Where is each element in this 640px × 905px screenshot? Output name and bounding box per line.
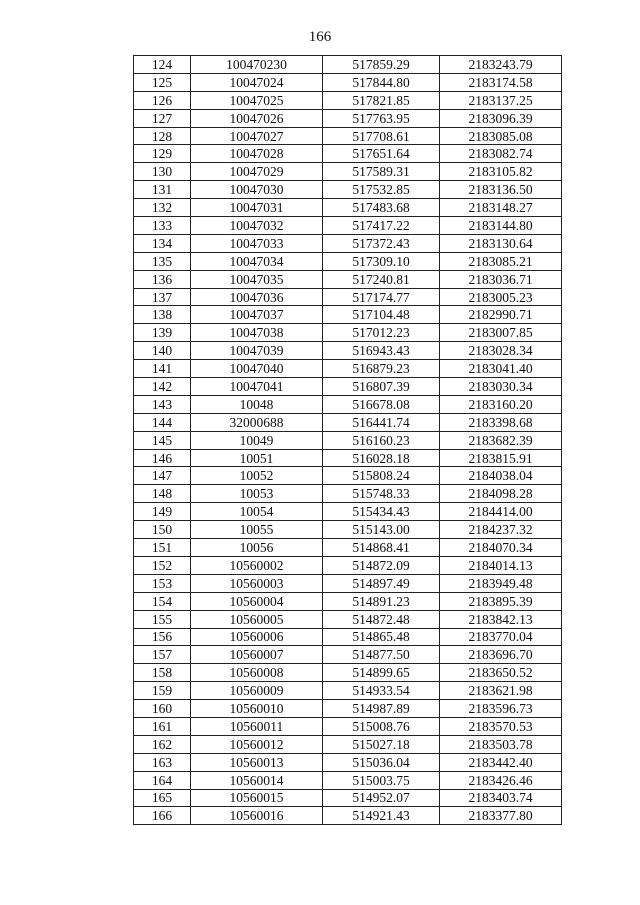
point-id-cell: 10047039 xyxy=(191,342,323,360)
point-id-cell: 10560010 xyxy=(191,700,323,718)
table-row xyxy=(134,163,562,181)
point-number-cell: 137 xyxy=(134,288,191,306)
point-id-cell: 32000688 xyxy=(191,413,323,431)
y-coordinate-cell: 2183895.39 xyxy=(440,592,562,610)
point-id-cell: 10047031 xyxy=(191,199,323,217)
table-row xyxy=(134,664,562,682)
y-coordinate-cell: 2183696.70 xyxy=(440,646,562,664)
point-number-cell: 155 xyxy=(134,610,191,628)
x-coordinate-cell: 514933.54 xyxy=(323,682,440,700)
point-number-cell: 140 xyxy=(134,342,191,360)
point-number-cell: 141 xyxy=(134,360,191,378)
point-number-cell: 124 xyxy=(134,56,191,74)
x-coordinate-cell: 516879.23 xyxy=(323,360,440,378)
y-coordinate-cell: 2183130.64 xyxy=(440,234,562,252)
point-number-cell: 161 xyxy=(134,717,191,735)
y-coordinate-cell: 2183007.85 xyxy=(440,324,562,342)
y-coordinate-cell: 2184038.04 xyxy=(440,467,562,485)
point-number-cell: 150 xyxy=(134,521,191,539)
x-coordinate-cell: 514891.23 xyxy=(323,592,440,610)
point-id-cell: 10047033 xyxy=(191,234,323,252)
point-number-cell: 134 xyxy=(134,234,191,252)
x-coordinate-cell: 517012.23 xyxy=(323,324,440,342)
y-coordinate-cell: 2183570.53 xyxy=(440,717,562,735)
table-row xyxy=(134,646,562,664)
x-coordinate-cell: 514952.07 xyxy=(323,789,440,807)
y-coordinate-cell: 2183137.25 xyxy=(440,91,562,109)
point-number-cell: 157 xyxy=(134,646,191,664)
point-number-cell: 133 xyxy=(134,217,191,235)
x-coordinate-cell: 517651.64 xyxy=(323,145,440,163)
table-row xyxy=(134,628,562,646)
x-coordinate-cell: 516943.43 xyxy=(323,342,440,360)
point-number-cell: 136 xyxy=(134,270,191,288)
y-coordinate-cell: 2183174.58 xyxy=(440,73,562,91)
x-coordinate-cell: 516028.18 xyxy=(323,449,440,467)
x-coordinate-cell: 517417.22 xyxy=(323,217,440,235)
y-coordinate-cell: 2184070.34 xyxy=(440,539,562,557)
point-id-cell: 10047026 xyxy=(191,109,323,127)
table-row xyxy=(134,449,562,467)
point-number-cell: 142 xyxy=(134,378,191,396)
table-row xyxy=(134,700,562,718)
y-coordinate-cell: 2183036.71 xyxy=(440,270,562,288)
x-coordinate-cell: 514872.48 xyxy=(323,610,440,628)
x-coordinate-cell: 516807.39 xyxy=(323,378,440,396)
table-row xyxy=(134,717,562,735)
point-number-cell: 128 xyxy=(134,127,191,145)
y-coordinate-cell: 2183028.34 xyxy=(440,342,562,360)
x-coordinate-cell: 517859.29 xyxy=(323,56,440,74)
point-id-cell: 10560013 xyxy=(191,753,323,771)
x-coordinate-cell: 514872.09 xyxy=(323,556,440,574)
point-id-cell: 10560016 xyxy=(191,807,323,825)
point-number-cell: 139 xyxy=(134,324,191,342)
x-coordinate-cell: 517763.95 xyxy=(323,109,440,127)
table-row xyxy=(134,252,562,270)
table-row xyxy=(134,217,562,235)
x-coordinate-cell: 517174.77 xyxy=(323,288,440,306)
y-coordinate-cell: 2183596.73 xyxy=(440,700,562,718)
y-coordinate-cell: 2183770.04 xyxy=(440,628,562,646)
point-id-cell: 10051 xyxy=(191,449,323,467)
y-coordinate-cell: 2183815.91 xyxy=(440,449,562,467)
point-number-cell: 162 xyxy=(134,735,191,753)
x-coordinate-cell: 516678.08 xyxy=(323,395,440,413)
table-row xyxy=(134,807,562,825)
y-coordinate-cell: 2183949.48 xyxy=(440,574,562,592)
x-coordinate-cell: 517309.10 xyxy=(323,252,440,270)
point-id-cell: 10047036 xyxy=(191,288,323,306)
table-row xyxy=(134,539,562,557)
point-number-cell: 138 xyxy=(134,306,191,324)
point-number-cell: 148 xyxy=(134,485,191,503)
x-coordinate-cell: 514897.49 xyxy=(323,574,440,592)
y-coordinate-cell: 2183030.34 xyxy=(440,378,562,396)
page-number: 166 xyxy=(308,29,332,45)
point-number-cell: 160 xyxy=(134,700,191,718)
point-id-cell: 10560014 xyxy=(191,771,323,789)
table-row xyxy=(134,360,562,378)
table-row xyxy=(134,735,562,753)
x-coordinate-cell: 517844.80 xyxy=(323,73,440,91)
x-coordinate-cell: 515036.04 xyxy=(323,753,440,771)
point-number-cell: 156 xyxy=(134,628,191,646)
point-number-cell: 165 xyxy=(134,789,191,807)
table-row xyxy=(134,556,562,574)
table-row xyxy=(134,91,562,109)
y-coordinate-cell: 2183085.21 xyxy=(440,252,562,270)
point-number-cell: 147 xyxy=(134,467,191,485)
point-id-cell: 10047034 xyxy=(191,252,323,270)
table-row xyxy=(134,431,562,449)
table-row xyxy=(134,467,562,485)
y-coordinate-cell: 2184237.32 xyxy=(440,521,562,539)
table-row xyxy=(134,771,562,789)
table-row xyxy=(134,610,562,628)
point-number-cell: 129 xyxy=(134,145,191,163)
point-id-cell: 10049 xyxy=(191,431,323,449)
table-row xyxy=(134,145,562,163)
point-id-cell: 10560007 xyxy=(191,646,323,664)
y-coordinate-cell: 2183096.39 xyxy=(440,109,562,127)
point-number-cell: 151 xyxy=(134,539,191,557)
x-coordinate-cell: 514877.50 xyxy=(323,646,440,664)
point-id-cell: 10054 xyxy=(191,503,323,521)
point-id-cell: 10047027 xyxy=(191,127,323,145)
x-coordinate-cell: 516441.74 xyxy=(323,413,440,431)
y-coordinate-cell: 2183144.80 xyxy=(440,217,562,235)
point-id-cell: 10047041 xyxy=(191,378,323,396)
x-coordinate-cell: 515748.33 xyxy=(323,485,440,503)
table-row xyxy=(134,73,562,91)
point-number-cell: 135 xyxy=(134,252,191,270)
y-coordinate-cell: 2183243.79 xyxy=(440,56,562,74)
y-coordinate-cell: 2183682.39 xyxy=(440,431,562,449)
y-coordinate-cell: 2183082.74 xyxy=(440,145,562,163)
table-row xyxy=(134,181,562,199)
point-number-cell: 130 xyxy=(134,163,191,181)
y-coordinate-cell: 2183160.20 xyxy=(440,395,562,413)
point-id-cell: 10052 xyxy=(191,467,323,485)
table-row xyxy=(134,234,562,252)
point-number-cell: 132 xyxy=(134,199,191,217)
point-id-cell: 10056 xyxy=(191,539,323,557)
table-row xyxy=(134,324,562,342)
point-id-cell: 10560005 xyxy=(191,610,323,628)
table-row xyxy=(134,342,562,360)
table-row xyxy=(134,199,562,217)
y-coordinate-cell: 2183041.40 xyxy=(440,360,562,378)
table-row xyxy=(134,789,562,807)
x-coordinate-cell: 514865.48 xyxy=(323,628,440,646)
point-number-cell: 154 xyxy=(134,592,191,610)
point-id-cell: 10047037 xyxy=(191,306,323,324)
y-coordinate-cell: 2183105.82 xyxy=(440,163,562,181)
point-id-cell: 10047024 xyxy=(191,73,323,91)
point-number-cell: 145 xyxy=(134,431,191,449)
y-coordinate-cell: 2183503.78 xyxy=(440,735,562,753)
x-coordinate-cell: 517532.85 xyxy=(323,181,440,199)
table-row xyxy=(134,413,562,431)
point-number-cell: 144 xyxy=(134,413,191,431)
point-id-cell: 10047028 xyxy=(191,145,323,163)
table-row xyxy=(134,395,562,413)
x-coordinate-cell: 514987.89 xyxy=(323,700,440,718)
y-coordinate-cell: 2183426.46 xyxy=(440,771,562,789)
point-id-cell: 10048 xyxy=(191,395,323,413)
table-row xyxy=(134,378,562,396)
table-row xyxy=(134,574,562,592)
point-id-cell: 10047025 xyxy=(191,91,323,109)
point-id-cell: 10560003 xyxy=(191,574,323,592)
x-coordinate-cell: 517821.85 xyxy=(323,91,440,109)
table-row xyxy=(134,56,562,74)
point-number-cell: 158 xyxy=(134,664,191,682)
point-number-cell: 127 xyxy=(134,109,191,127)
x-coordinate-cell: 515143.00 xyxy=(323,521,440,539)
table-body xyxy=(134,56,562,825)
x-coordinate-cell: 514921.43 xyxy=(323,807,440,825)
point-id-cell: 10047038 xyxy=(191,324,323,342)
point-id-cell: 10047032 xyxy=(191,217,323,235)
table-row xyxy=(134,127,562,145)
y-coordinate-cell: 2183621.98 xyxy=(440,682,562,700)
x-coordinate-cell: 515003.75 xyxy=(323,771,440,789)
point-id-cell: 100470230 xyxy=(191,56,323,74)
table-row xyxy=(134,521,562,539)
point-number-cell: 149 xyxy=(134,503,191,521)
point-id-cell: 10560002 xyxy=(191,556,323,574)
point-id-cell: 10047035 xyxy=(191,270,323,288)
y-coordinate-cell: 2183148.27 xyxy=(440,199,562,217)
table-row xyxy=(134,592,562,610)
point-number-cell: 146 xyxy=(134,449,191,467)
y-coordinate-cell: 2183442.40 xyxy=(440,753,562,771)
point-id-cell: 10053 xyxy=(191,485,323,503)
y-coordinate-cell: 2183842.13 xyxy=(440,610,562,628)
y-coordinate-cell: 2183085.08 xyxy=(440,127,562,145)
point-number-cell: 166 xyxy=(134,807,191,825)
x-coordinate-cell: 515008.76 xyxy=(323,717,440,735)
table-row xyxy=(134,288,562,306)
y-coordinate-cell: 2183005.23 xyxy=(440,288,562,306)
point-number-cell: 153 xyxy=(134,574,191,592)
x-coordinate-cell: 517708.61 xyxy=(323,127,440,145)
point-number-cell: 126 xyxy=(134,91,191,109)
point-id-cell: 10560009 xyxy=(191,682,323,700)
point-id-cell: 10560006 xyxy=(191,628,323,646)
table-row xyxy=(134,485,562,503)
table-row xyxy=(134,682,562,700)
x-coordinate-cell: 517483.68 xyxy=(323,199,440,217)
x-coordinate-cell: 517372.43 xyxy=(323,234,440,252)
point-number-cell: 143 xyxy=(134,395,191,413)
x-coordinate-cell: 517240.81 xyxy=(323,270,440,288)
x-coordinate-cell: 515434.43 xyxy=(323,503,440,521)
point-number-cell: 152 xyxy=(134,556,191,574)
y-coordinate-cell: 2184414.00 xyxy=(440,503,562,521)
point-id-cell: 10047029 xyxy=(191,163,323,181)
point-number-cell: 163 xyxy=(134,753,191,771)
y-coordinate-cell: 2184098.28 xyxy=(440,485,562,503)
y-coordinate-cell: 2183398.68 xyxy=(440,413,562,431)
point-id-cell: 10560011 xyxy=(191,717,323,735)
table-row xyxy=(134,753,562,771)
point-number-cell: 125 xyxy=(134,73,191,91)
table-row xyxy=(134,270,562,288)
x-coordinate-cell: 514899.65 xyxy=(323,664,440,682)
point-id-cell: 10560015 xyxy=(191,789,323,807)
point-id-cell: 10560004 xyxy=(191,592,323,610)
x-coordinate-cell: 517104.48 xyxy=(323,306,440,324)
y-coordinate-cell: 2183403.74 xyxy=(440,789,562,807)
point-id-cell: 10047040 xyxy=(191,360,323,378)
x-coordinate-cell: 514868.41 xyxy=(323,539,440,557)
point-id-cell: 10055 xyxy=(191,521,323,539)
x-coordinate-cell: 516160.23 xyxy=(323,431,440,449)
y-coordinate-cell: 2183136.50 xyxy=(440,181,562,199)
y-coordinate-cell: 2182990.71 xyxy=(440,306,562,324)
y-coordinate-cell: 2183377.80 xyxy=(440,807,562,825)
y-coordinate-cell: 2184014.13 xyxy=(440,556,562,574)
point-id-cell: 10047030 xyxy=(191,181,323,199)
point-number-cell: 159 xyxy=(134,682,191,700)
point-id-cell: 10560012 xyxy=(191,735,323,753)
point-id-cell: 10560008 xyxy=(191,664,323,682)
point-number-cell: 131 xyxy=(134,181,191,199)
x-coordinate-cell: 515027.18 xyxy=(323,735,440,753)
point-number-cell: 164 xyxy=(134,771,191,789)
table-row xyxy=(134,503,562,521)
x-coordinate-cell: 517589.31 xyxy=(323,163,440,181)
coordinates-table xyxy=(133,55,562,825)
table-row xyxy=(134,306,562,324)
table-row xyxy=(134,109,562,127)
x-coordinate-cell: 515808.24 xyxy=(323,467,440,485)
y-coordinate-cell: 2183650.52 xyxy=(440,664,562,682)
